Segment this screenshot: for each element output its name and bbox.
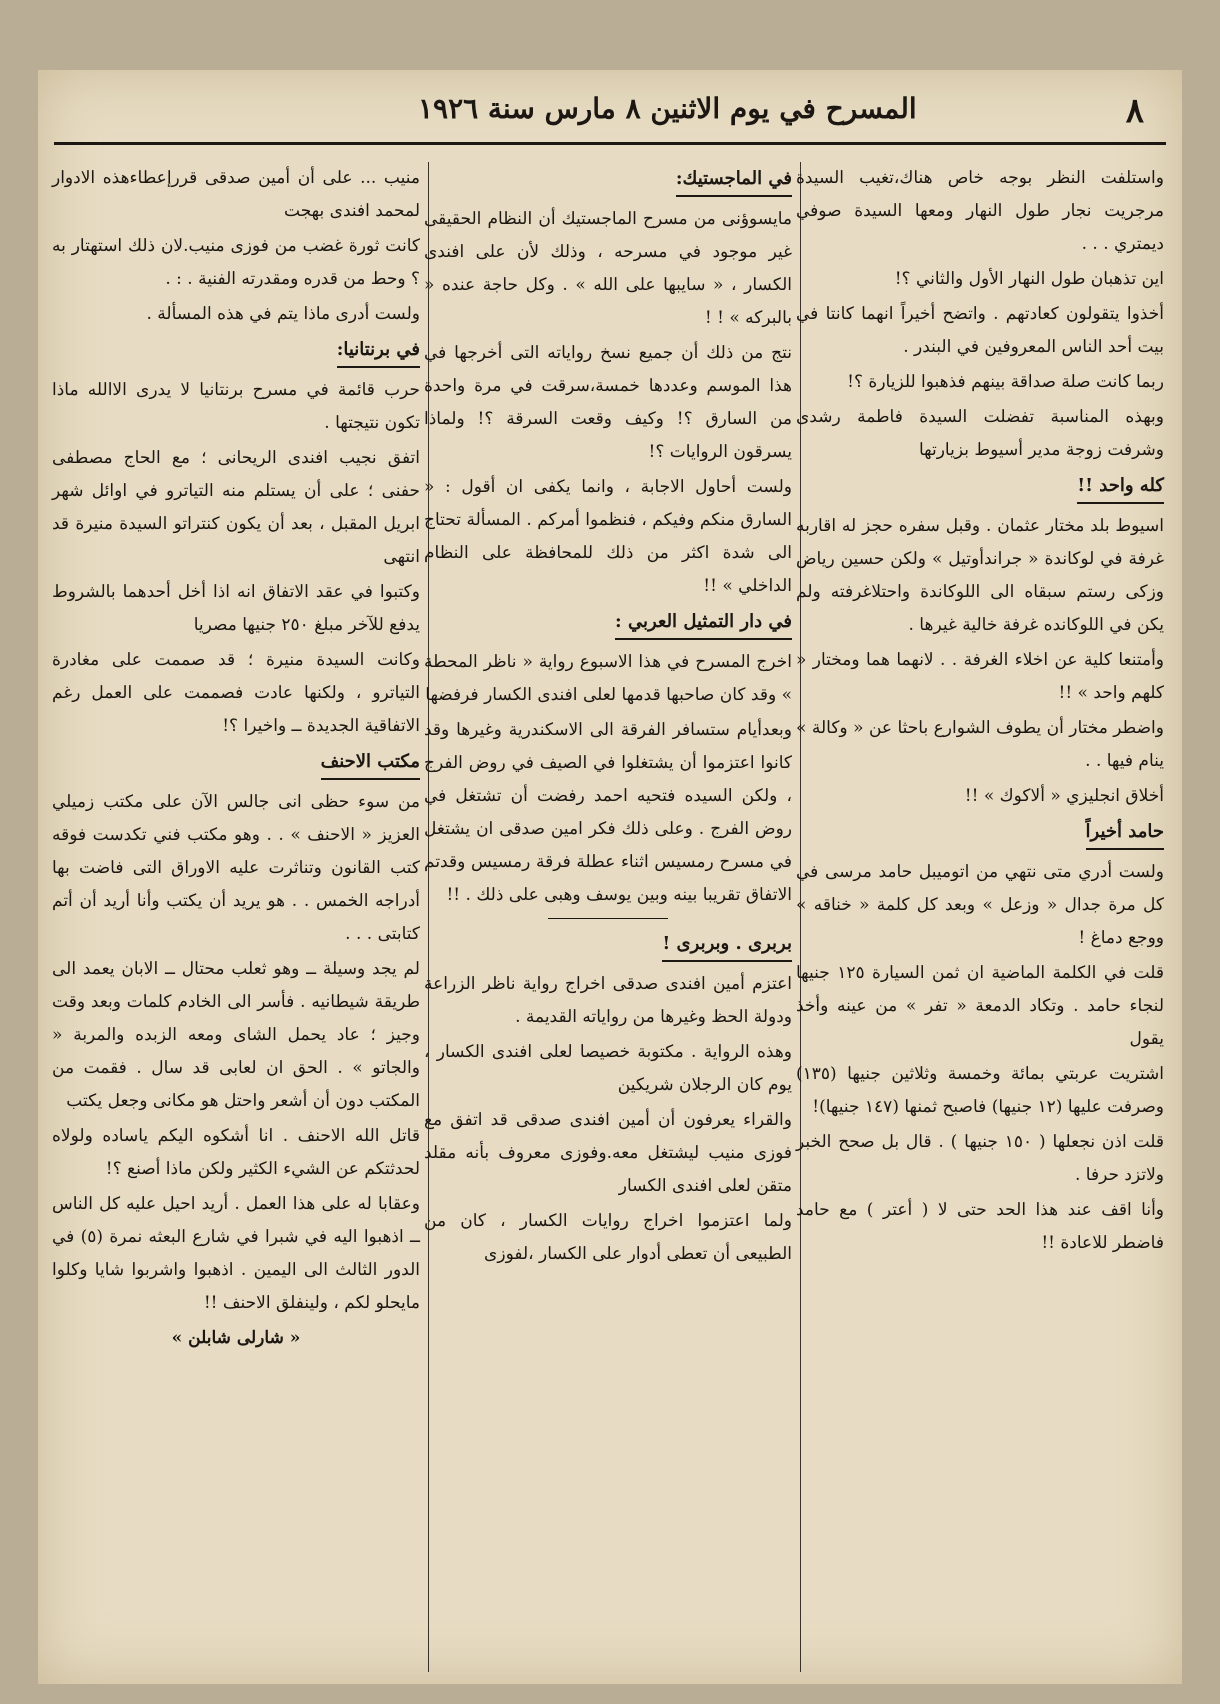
paragraph: اخرج المسرح في هذا الاسبوع رواية « ناظر المحطة » وقد كان صاحبها قدمها لعلى افندى الكسار فرفضها bbox=[424, 652, 792, 705]
column-right bbox=[796, 162, 1164, 1662]
paragraph: ولست أدرى ماذا يتم في هذه المسألة . bbox=[146, 304, 420, 324]
paragraph: ولست أدري متى نتهي من اتوميبل حامد مرسى في كل مرة جدال « وزعل » وبعد كل كلمة « خناقه » ووجع دماغ ! bbox=[796, 862, 1164, 948]
paragraph: واضطر مختار أن يطوف الشوارع باحثا عن « وكالة » ينام فيها . . bbox=[796, 718, 1164, 771]
column-left bbox=[52, 162, 420, 1662]
paragraph: ربما كانت صلة صداقة بينهم فذهبوا للزيارة ؟! bbox=[847, 372, 1164, 392]
paragraph: اين تذهبان طول النهار الأول والثاني ؟! bbox=[894, 269, 1164, 289]
newspaper-page bbox=[38, 70, 1182, 1684]
section-heading: كله واحد !! bbox=[1077, 469, 1164, 504]
paragraph: من سوء حظى انى جالس الآن على مكتب زميلي العزيز « الاحنف » . . وهو مكتب فني تكدست فوقه كتب القانون وتناثرت عليه الاوراق التى فاضت بها أدراجه الخمس . . هو يريد أن يكتب وأنا أريد أن أتم كتابتى . . . bbox=[52, 792, 420, 944]
paragraph: اسيوط بلد مختار عثمان . وقبل سفره حجز له اقاربه غرفة في لوكاندة « جراندأوتيل » ولكن حسين رياض وزكى رستم سبقاه الى اللوكاندة واحتلاغرفته ولم يكن في اللوكانده غرفة خالية غيرها . bbox=[796, 516, 1164, 635]
section-heading: في دار التمثيل العربي : bbox=[615, 605, 792, 640]
paragraph: مايسوؤنى من مسرح الماجستيك أن النظام الحقيقى غير موجود في مسرحه ، وذلك لأن على افندى الكسار ، « سايبها على الله » . وكل حاجة عنده « بالبركه » ! ! bbox=[424, 209, 792, 328]
paragraph: أخذوا يتقولون كعادتهم . واتضح أخيراً انهما كانتا في بيت أحد الناس المعروفين في البندر . bbox=[796, 304, 1164, 357]
paragraph: اشتريت عربتي بمائة وخمسة وثلاثين جنيها (١٣٥) وصرفت عليها (١٢ جنيها) فاصبح ثمنها (١٤٧ جنيها)! bbox=[796, 1064, 1164, 1117]
section-heading: في برنتانيا: bbox=[337, 333, 420, 368]
section-heading: حامد أخيراً bbox=[1086, 815, 1164, 850]
paragraph: وأنا اقف عند هذا الحد حتى لا ( أعتر ) مع حامد فاضطر للاعادة !! bbox=[796, 1200, 1164, 1253]
paragraph: قلت في الكلمة الماضية ان ثمن السيارة ١٢٥ جنيها لنجاء حامد . وتكاد الدمعة « تفر » من عينه وأخذ يقول bbox=[796, 963, 1164, 1049]
paragraph: والقراء يعرفون أن أمين افندى صدقى قد اتفق مع فوزى منيب ليشتغل معه.وفوزى معروف بأنه مقلد متقن لعلى افندى الكسار bbox=[424, 1110, 792, 1196]
paragraph: لم يجد وسيلة ــ وهو ثعلب محتال ــ الابان يعمد الى طريقة شيطانيه . فأسر الى الخادم كلمات وبعد وقت وجيز ؛ عاد يحمل الشاى ومعه الزبده والمربة « والجاتو » . الحق ان لعابى قد سال . فقمت من المكتب دون أن أشعر واحتل هو مكانى وجعل يكتب bbox=[52, 959, 420, 1111]
section-heading: مكتب الاحنف bbox=[321, 745, 420, 780]
section-heading: بربرى . وبربرى ! bbox=[662, 927, 792, 962]
paragraph: قاتل الله الاحنف . انا أشكوه اليكم ياساده ولولاه لحدثتكم عن الشيء الكثير ولكن ماذا أصنع ؟! bbox=[52, 1126, 420, 1179]
author-signature: « شارلى شابلن » bbox=[171, 1328, 301, 1348]
paragraph: حرب قائمة في مسرح برنتانيا لا يدرى الاالله ماذا تكون نتيجتها . bbox=[52, 380, 420, 433]
section-divider bbox=[548, 918, 668, 919]
header-rule bbox=[54, 142, 1166, 145]
paragraph: أخلاق انجليزي « ألاكوك » !! bbox=[964, 786, 1164, 806]
paragraph: وبهذه المناسبة تفضلت السيدة فاطمة رشدى وشرفت زوجة مدير أسيوط بزيارتها bbox=[796, 407, 1164, 460]
paragraph: ولما اعتزموا اخراج روايات الكسار ، كان من الطبيعى أن تعطى أدوار على الكسار ،لفوزى bbox=[424, 1211, 792, 1264]
section-heading: في الماجستيك: bbox=[676, 162, 792, 197]
column-middle bbox=[424, 162, 792, 1662]
paragraph: وهذه الرواية . مكتوبة خصيصا لعلى افندى الكسار ، يوم كان الرجلان شريكين bbox=[424, 1042, 792, 1095]
paragraph: وعقابا له على هذا العمل . أريد احيل عليه كل الناس ــ اذهبوا اليه في شبرا في شارع البعثه نمرة (٥) في الدور الثالث الى اليمين . اذهبوا واشربوا شايا وكلوا مايحلو لكم ، ولينفلق الاحنف !! bbox=[52, 1194, 420, 1313]
page-title: المسرح في يوم الاثنين ٨ مارس سنة ١٩٢٦ bbox=[418, 92, 917, 125]
paragraph: نتج من ذلك أن جميع نسخ رواياته التى أخرجها في هذا الموسم وعددها خمسة،سرقت في مرة واحدة من السارق ؟! وكيف وقعت السرقة ؟! ولماذا يسرقون الروايات ؟! bbox=[424, 343, 792, 462]
paragraph: ولست أحاول الاجابة ، وانما يكفى ان أقول : « السارق منكم وفيكم ، فنظموا أمركم . المسألة تحتاج الى شدة اكثر من ذلك للمحافظة على النظام الداخلي » !! bbox=[424, 477, 792, 596]
paragraph: وكتبوا في عقد الاتفاق انه اذا أخل أحدهما بالشروط يدفع للآخر مبلغ ٢٥٠ جنيها مصريا bbox=[52, 582, 420, 635]
paragraph: وبعدأيام ستسافر الفرقة الى الاسكندرية وغيرها وقد كانوا اعتزموا أن يشتغلوا في الصيف في روض الفرج ، ولكن السيده فتحيه احمد رفضت أن تشتغل في روض الفرج . وعلى ذلك فكر امين صدقى ان يشتغل في مسرح رمسيس اثناء عطلة فرقة رمسيس وقدتم الاتفاق تقريبا بينه وبين يوسف وهبى على ذلك . !! bbox=[424, 720, 792, 905]
paragraph: اتفق نجيب افندى الريحانى ؛ مع الحاج مصطفى حفنى ؛ على أن يستلم منه التياترو في اوائل شهر ابريل المقبل ، بعد أن يكون كنتراتو السيدة منيرة قد انتهى bbox=[52, 448, 420, 567]
paragraph: قلت اذن نجعلها ( ١٥٠ جنيها ) . قال بل صحح الخبر ولاتزد حرفا . bbox=[796, 1132, 1164, 1185]
paragraph: اعتزم أمين افندى صدقى اخراج رواية ناظر الزراعة ودولة الحظ وغيرها من رواياته القديمة . bbox=[424, 974, 792, 1027]
paragraph: منيب ... على أن أمين صدقى قررإعطاءهذه الادوار لمحمد افندى بهجت bbox=[52, 168, 420, 221]
paragraph: وكانت السيدة منيرة ؛ قد صممت على مغادرة التياترو ، ولكنها عادت فصممت على العمل رغم الاتفاقية الجديدة ــ واخيرا ؟! bbox=[52, 650, 420, 736]
paragraph: كانت ثورة غضب من فوزى منيب.لان ذلك استهتار به ؟ وحط من قدره ومقدرته الفنية . : . bbox=[52, 236, 420, 289]
paragraph: واستلفت النظر بوجه خاص هناك،تغيب السيدة مرجريت نجار طول النهار ومعها السيدة صوفي ديمتري . . . bbox=[796, 168, 1164, 254]
page-number: ٨ bbox=[1125, 91, 1144, 131]
paragraph: وأمتنعا كلية عن اخلاء الغرفة . . لانهما هما ومختار « كلهم واحد » !! bbox=[796, 650, 1164, 703]
page-header bbox=[58, 82, 1162, 140]
